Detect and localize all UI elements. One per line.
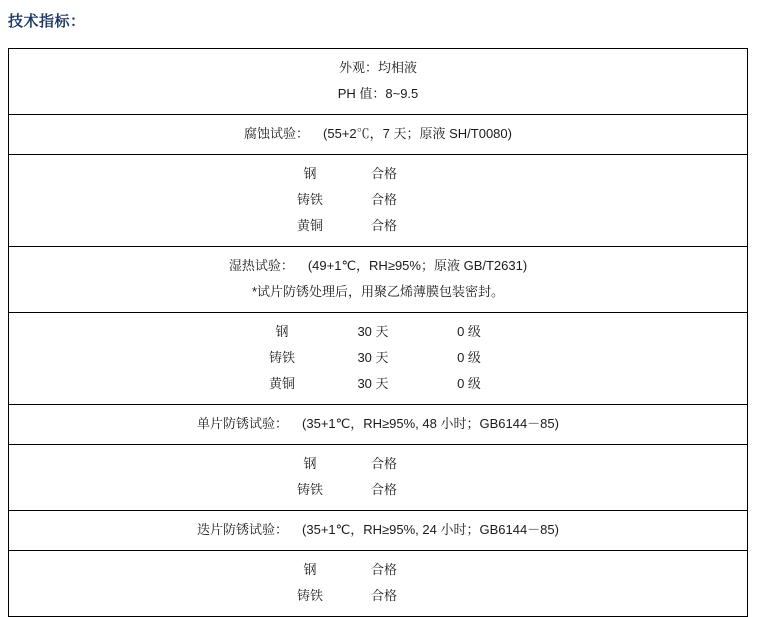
stacked-piece-rust-test-header-cell [9, 511, 748, 551]
humidity-test-label: 湿热试验： [228, 258, 294, 273]
table-row [9, 155, 748, 247]
document-page [0, 10, 765, 603]
ph-line: PH 值：8~9.5 [337, 86, 419, 101]
list-item [267, 557, 489, 583]
list-item [267, 161, 489, 187]
corrosion-test-header-cell [9, 115, 748, 155]
material-duration: 30 天 [357, 376, 389, 391]
single-piece-rust-test-condition: (35+1℃，RH≥95%, 48 小时；GB6144－85) [302, 416, 559, 431]
humidity-test-results-cell [9, 313, 748, 405]
humidity-test-header-cell [9, 247, 748, 313]
corrosion-test-results-cell [9, 155, 748, 247]
material-name: 铸铁 [268, 350, 295, 365]
stacked-piece-rust-results-cell [9, 551, 748, 617]
table-row [9, 551, 748, 617]
list-item [239, 319, 517, 345]
stacked-piece-results-grid [267, 557, 489, 609]
material-duration: 30 天 [357, 350, 389, 365]
corrosion-test-label: 腐蚀试验： [244, 126, 310, 141]
material-name: 钢 [303, 562, 317, 577]
material-name: 黄铜 [268, 376, 295, 391]
list-item [267, 213, 489, 239]
material-name: 黄铜 [296, 218, 323, 233]
material-result: 合格 [371, 192, 398, 207]
material-grade: 0 级 [457, 376, 481, 391]
single-piece-rust-results-cell [9, 445, 748, 511]
technical-specifications-table [8, 48, 748, 617]
material-result: 合格 [371, 588, 398, 603]
table-row [9, 247, 748, 313]
table-row [9, 115, 748, 155]
material-name: 铸铁 [296, 588, 323, 603]
material-grade: 0 级 [457, 324, 481, 339]
material-name: 钢 [303, 166, 317, 181]
humidity-results-grid [239, 319, 517, 397]
single-piece-rust-test-header-cell [9, 405, 748, 445]
material-grade: 0 级 [457, 350, 481, 365]
corrosion-results-grid [267, 161, 489, 239]
material-result: 合格 [371, 456, 398, 471]
material-result: 合格 [371, 218, 398, 233]
list-item [267, 187, 489, 213]
stacked-piece-rust-test-condition: (35+1℃，RH≥95%, 24 小时；GB6144－85) [302, 522, 559, 537]
humidity-test-condition: (49+1℃，RH≥95%；原液 GB/T2631) [307, 258, 528, 273]
table-row [9, 49, 748, 115]
material-name: 铸铁 [296, 482, 323, 497]
material-name: 铸铁 [296, 192, 323, 207]
list-item [239, 345, 517, 371]
material-result: 合格 [371, 482, 398, 497]
list-item [267, 451, 489, 477]
material-duration: 30 天 [357, 324, 389, 339]
table-row [9, 445, 748, 511]
table-row [9, 405, 748, 445]
table-row [9, 511, 748, 551]
material-name: 钢 [275, 324, 289, 339]
single-piece-rust-test-label: 单片防锈试验： [197, 416, 289, 431]
material-result: 合格 [371, 166, 398, 181]
list-item [267, 583, 489, 609]
appearance-cell [9, 49, 748, 115]
table-row [9, 313, 748, 405]
page-title: 技术指标： [8, 13, 86, 30]
humidity-test-note: *试片防锈处理后，用聚乙烯薄膜包装密封。 [251, 284, 505, 299]
list-item [239, 371, 517, 397]
material-result: 合格 [371, 562, 398, 577]
corrosion-test-condition: (55+2℃，7 天；原液 SH/T0080) [323, 126, 512, 141]
material-name: 钢 [303, 456, 317, 471]
appearance-line: 外观：均相液 [338, 60, 417, 75]
single-piece-results-grid [267, 451, 489, 503]
list-item [267, 477, 489, 503]
stacked-piece-rust-test-label: 迭片防锈试验： [197, 522, 289, 537]
